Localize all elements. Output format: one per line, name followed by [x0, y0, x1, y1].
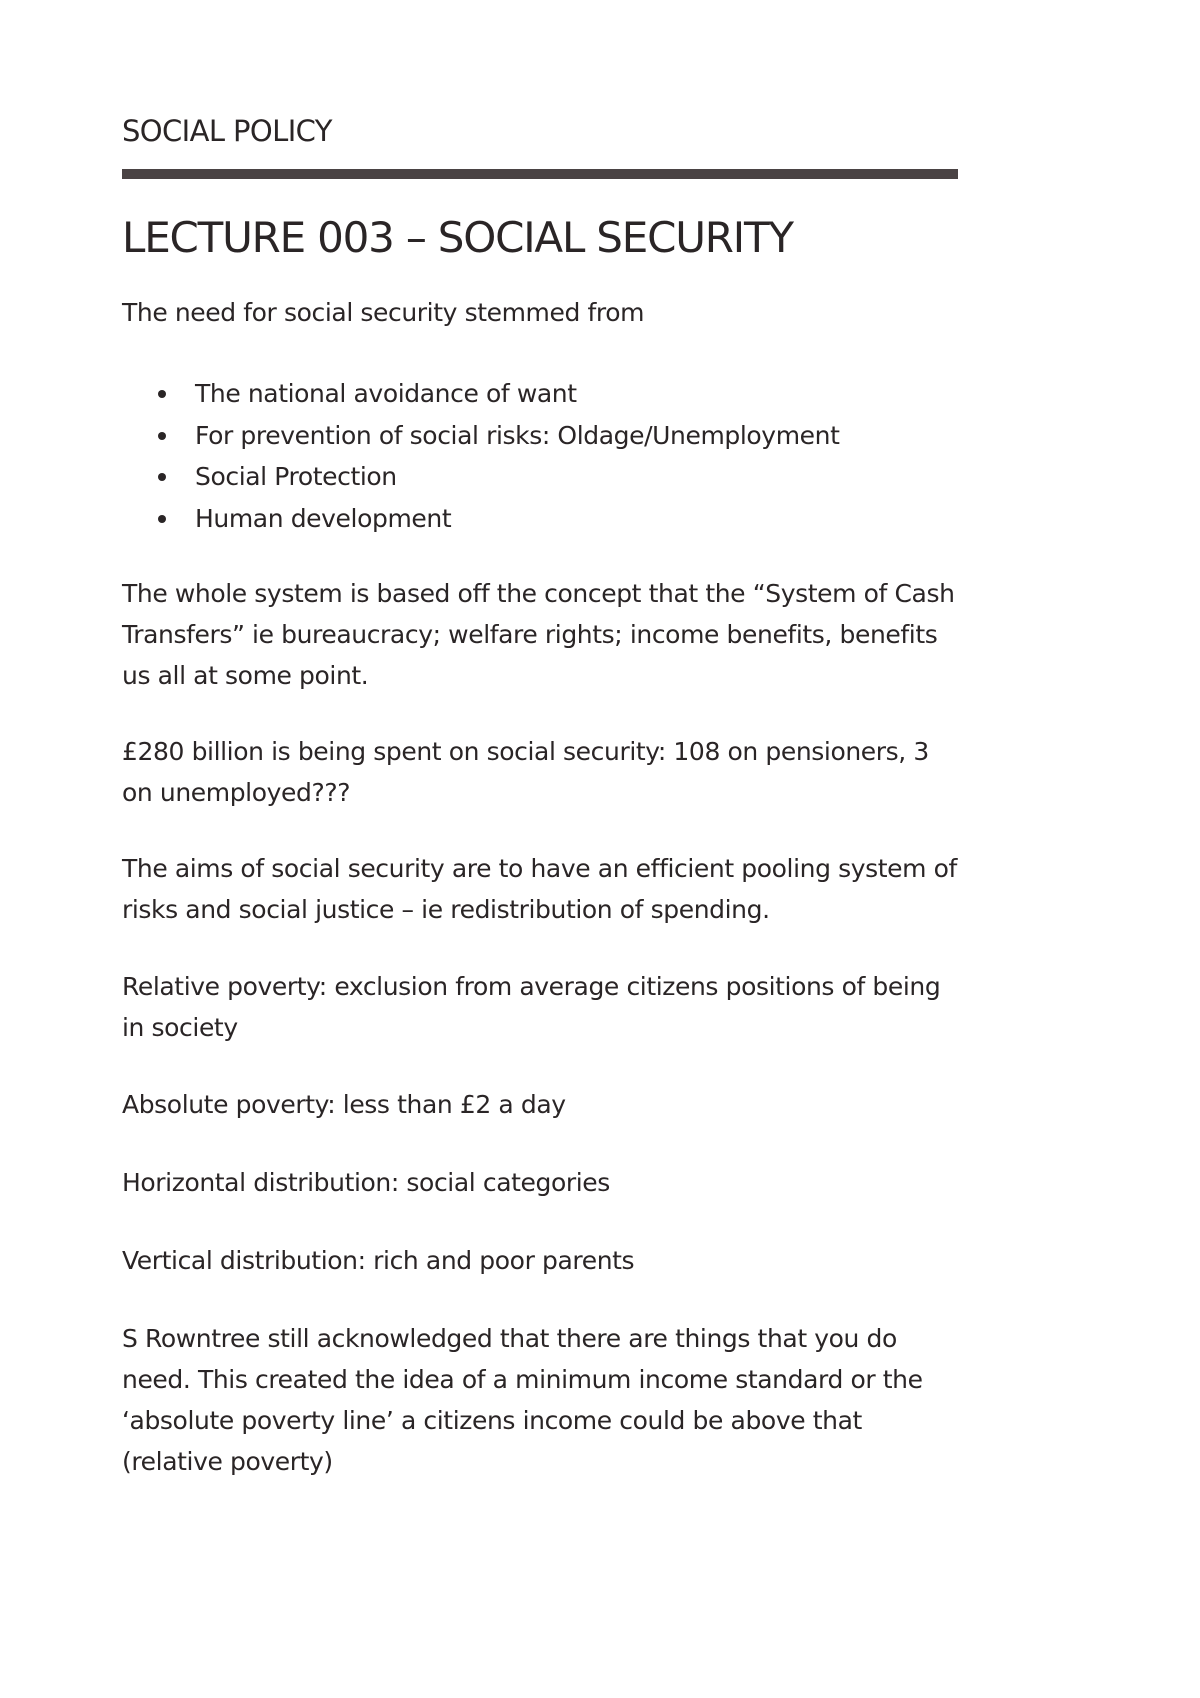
page-title: LECTURE 003 – SOCIAL SECURITY: [122, 213, 793, 262]
bullet-icon: [158, 432, 166, 440]
bullet-icon: [158, 515, 166, 523]
system-paragraph: The whole system is based off the concept that the “System of Cash Transfers” ie bureaucracy; welfare rights; income benefits, benefits us all at some point.: [122, 579, 955, 690]
list-item-text: The national avoidance of want: [195, 379, 577, 408]
list-item-text: Social Protection: [195, 462, 397, 491]
bullet-icon: [158, 390, 166, 398]
aims-paragraph: The aims of social security are to have an efficient pooling system of risks and social justice – ie redistribution of spending.: [122, 854, 957, 924]
list-item-text: Human development: [195, 503, 452, 533]
header-divider: [122, 169, 958, 179]
bullet-icon: [158, 473, 166, 481]
list-item: [122, 498, 839, 540]
intro-paragraph: The need for social security stemmed from: [122, 298, 645, 327]
absolute-poverty-paragraph: Absolute poverty: less than £2 a day: [122, 1090, 566, 1119]
list-item-text: For prevention of social risks: Oldage/Unemployment: [195, 420, 840, 450]
rowntree-paragraph: S Rowntree still acknowledged that there are things that you do need. This created the idea of a minimum income standard or the ‘absolute poverty line’ a citizens income could be above that (relative poverty): [122, 1324, 923, 1476]
relative-poverty-paragraph: Relative poverty: exclusion from average citizens positions of being in society: [122, 972, 941, 1042]
vertical-distribution-paragraph: Vertical distribution: rich and poor parents: [122, 1246, 635, 1275]
list-item: [122, 456, 839, 498]
list-item: [122, 415, 839, 457]
needs-list: [122, 373, 839, 539]
list-item: [122, 373, 839, 415]
course-header: SOCIAL POLICY: [122, 114, 332, 148]
horizontal-distribution-paragraph: Horizontal distribution: social categories: [122, 1168, 610, 1197]
spending-paragraph: £280 billion is being spent on social security: 108 on pensioners, 3 on unemployed???: [122, 737, 929, 807]
